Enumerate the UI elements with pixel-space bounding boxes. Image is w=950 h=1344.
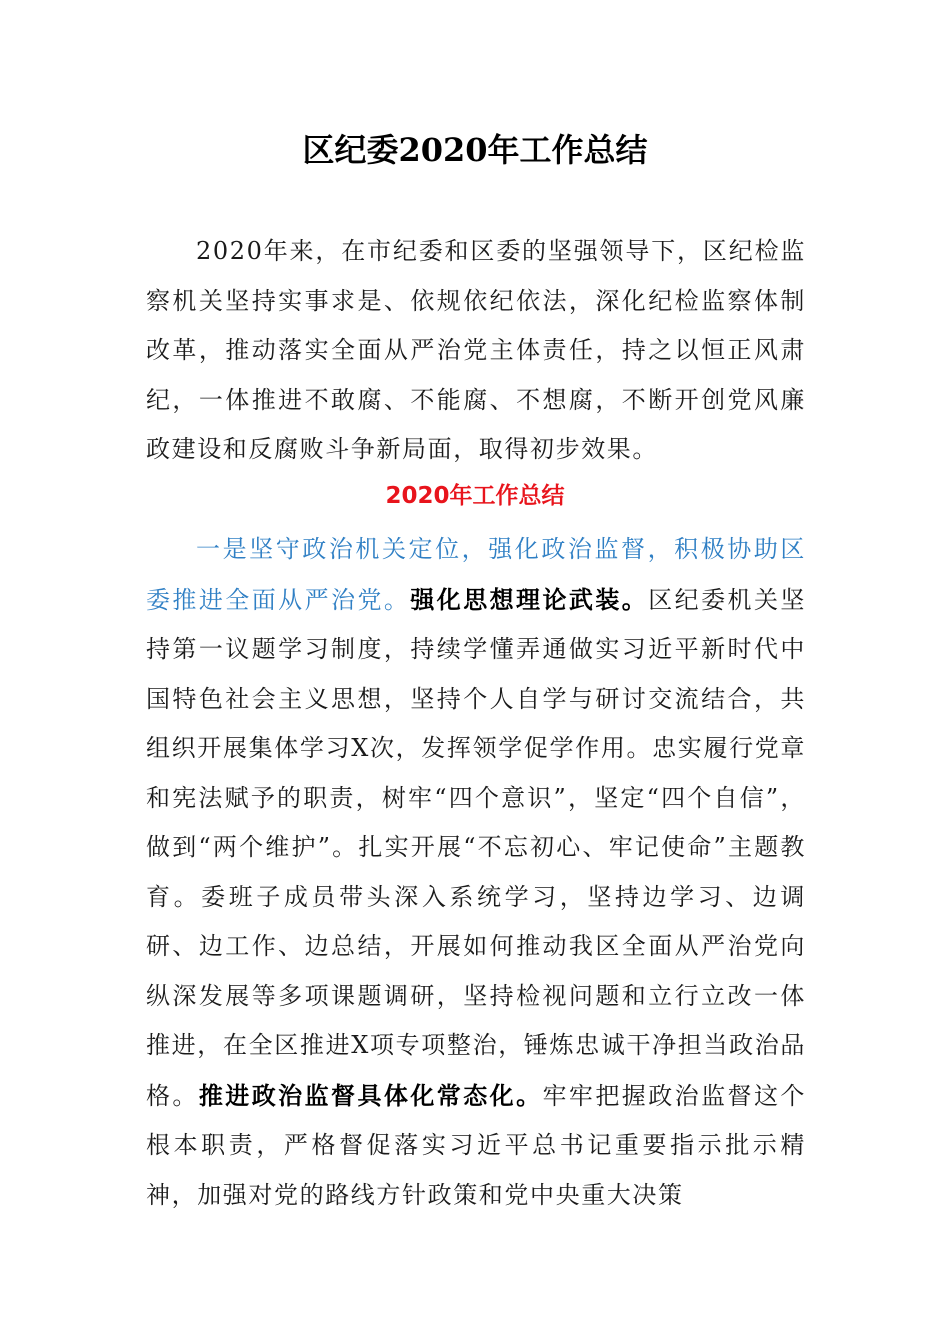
bold-subheading-2: 推进政治监督具体化常态化。 <box>198 1080 543 1110</box>
section-heading: 2020年工作总结 <box>385 483 565 509</box>
section-one-paragraph <box>146 525 806 1220</box>
section-one-lead: 一是坚守政治机关定位，强化政治监督，积极协助区委推进全面从严治党。 <box>146 535 806 614</box>
document-title: 区纪委2020年工作总结 <box>302 131 648 169</box>
bold-subheading-1: 强化思想理论武装。 <box>410 584 649 614</box>
section-one-text-1: 区纪委机关坚持第一议题学习制度，持续学懂弄通做实习近平新时代中国特色社会主义思想，坚持个人自学与研讨交流结合，共组织开展集体学习X次，发挥领学促学作用。忠实履行党章和宪法赋予的职责，树牢“四个意识”，坚定“四个自信”，做到“两个维护”。扎实开展“不忘初心、牢记使命”主题教育。委班子成员带头深入系统学习，坚持边学习、边调研、边工作、边总结，开展如何推动我区全面从严治党向纵深发展等多项课题调研，坚持检视问题和立行立改一体推进，在全区推进X项专项整治，锤炼忠诚干净担当政治品格。 <box>146 585 806 1110</box>
intro-paragraph: 2020年来，在市纪委和区委的坚强领导下，区纪检监察机关坚持实事求是、依规依纪依法，深化纪检监察体制改革，推动落实全面从严治党主体责任，持之以恒正风肃纪，一体推进不敢腐、不能腐、不想腐，不断开创党风廉政建设和反腐败斗争新局面，取得初步效果。 <box>146 237 806 463</box>
section-one-text-2: 牢牢把握政治监督这个根本职责，严格督促落实习近平总书记重要指示批示精神，加强对党的路线方针政策和党中央重大决策 <box>146 1081 806 1209</box>
